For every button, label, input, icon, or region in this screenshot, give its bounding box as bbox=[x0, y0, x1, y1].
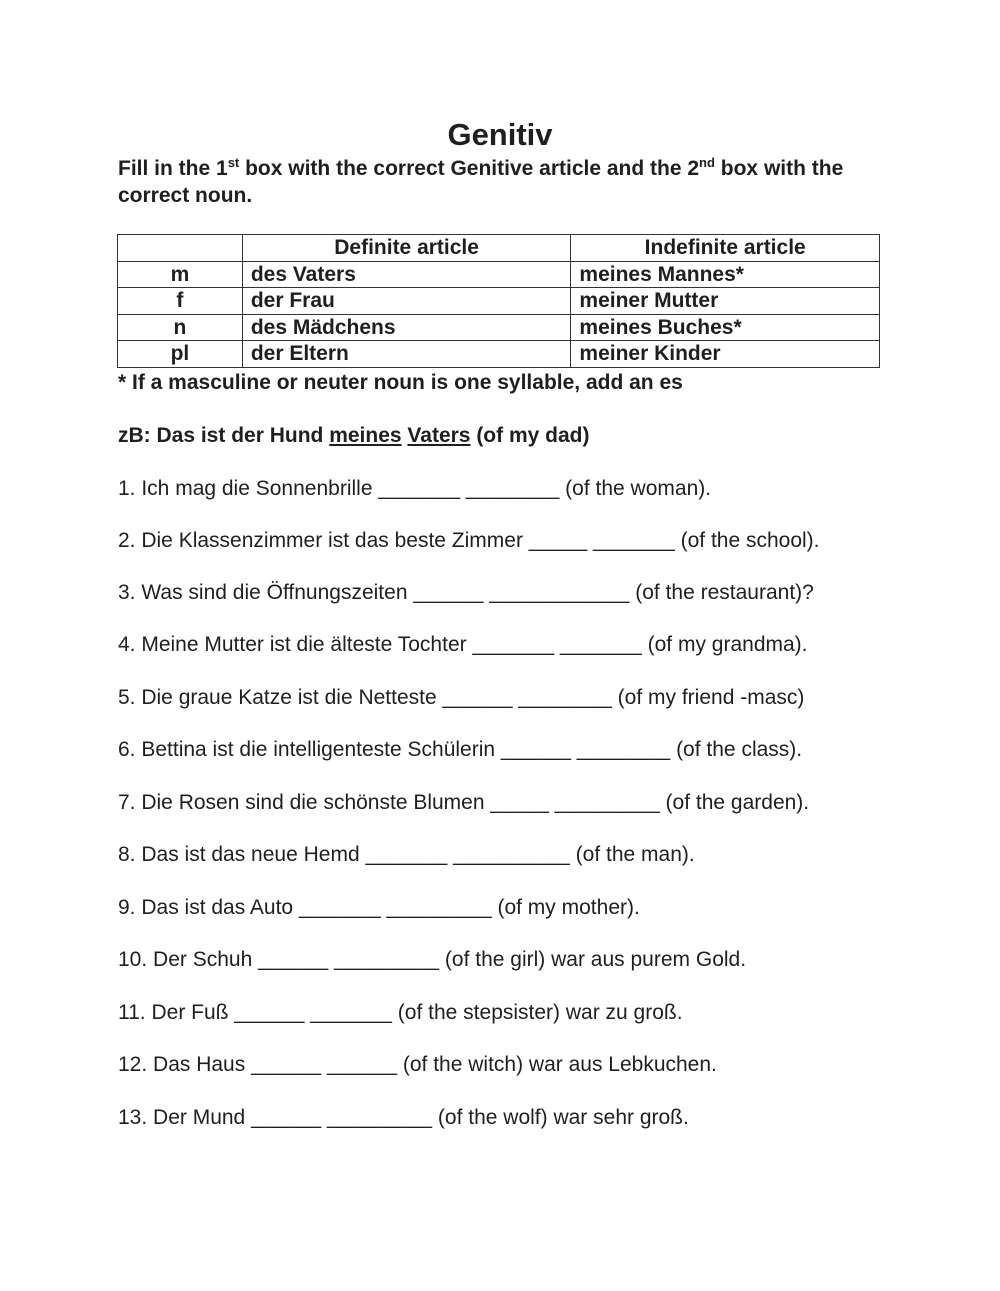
table-header-row bbox=[118, 235, 880, 262]
instructions bbox=[118, 155, 898, 209]
definite-cell: der Eltern bbox=[242, 341, 571, 368]
exercise-item[interactable]: 12. Das Haus ______ ______ (of the witch) war aus Lebkuchen. bbox=[118, 1053, 717, 1076]
indefinite-cell: meiner Kinder bbox=[571, 341, 880, 368]
table-header-cell: Indefinite article bbox=[571, 235, 880, 262]
definite-cell: des Vaters bbox=[242, 261, 571, 288]
exercise-item[interactable]: 13. Der Mund ______ _________ (of the wolf) war sehr groß. bbox=[118, 1106, 689, 1129]
instructions-sup2: nd bbox=[699, 155, 715, 170]
example-suffix: (of my dad) bbox=[470, 424, 590, 447]
instructions-part2: box with the correct Genitive article and the 2 bbox=[239, 157, 700, 180]
indefinite-cell: meines Buches* bbox=[571, 314, 880, 341]
gender-cell: n bbox=[118, 314, 243, 341]
exercise-item[interactable]: 3. Was sind die Öffnungszeiten ______ ____________ (of the restaurant)? bbox=[118, 581, 814, 604]
genitive-article-table bbox=[117, 234, 880, 368]
example-noun: Vaters bbox=[407, 424, 471, 447]
table-row bbox=[118, 341, 880, 368]
table-header-cell: Definite article bbox=[242, 235, 571, 262]
example-article: meines bbox=[329, 424, 402, 447]
exercise-item[interactable]: 5. Die graue Katze ist die Netteste ______ ________ (of my friend -masc) bbox=[118, 686, 805, 709]
exercise-item[interactable]: 6. Bettina ist die intelligenteste Schülerin ______ ________ (of the class). bbox=[118, 738, 803, 761]
definite-cell: des Mädchens bbox=[242, 314, 571, 341]
example-prefix: zB: Das ist der Hund bbox=[118, 424, 330, 447]
exercise-item[interactable]: 2. Die Klassenzimmer ist das beste Zimmer _____ _______ (of the school). bbox=[118, 529, 820, 552]
instructions-part3: box with the correct noun. bbox=[118, 157, 844, 207]
exercise-item[interactable]: 11. Der Fuß ______ _______ (of the stepsister) war zu groß. bbox=[118, 1001, 683, 1024]
table-row bbox=[118, 261, 880, 288]
table-header-cell bbox=[118, 235, 243, 262]
exercise-item[interactable]: 10. Der Schuh ______ _________ (of the girl) war aus purem Gold. bbox=[118, 948, 747, 971]
indefinite-cell: meiner Mutter bbox=[571, 288, 880, 315]
exercise-item[interactable]: 9. Das ist das Auto _______ _________ (of my mother). bbox=[118, 896, 640, 919]
exercise-item[interactable]: 8. Das ist das neue Hemd _______ __________ (of the man). bbox=[118, 843, 695, 866]
gender-cell: f bbox=[118, 288, 243, 315]
indefinite-cell: meines Mannes* bbox=[571, 261, 880, 288]
table-row bbox=[118, 288, 880, 315]
instructions-sup1: st bbox=[227, 155, 240, 170]
gender-cell: m bbox=[118, 261, 243, 288]
exercise-item[interactable]: 4. Meine Mutter ist die älteste Tochter _______ _______ (of my grandma). bbox=[118, 633, 808, 656]
syllable-note: * If a masculine or neuter noun is one syllable, add an es bbox=[118, 371, 683, 394]
page-title: Genitiv bbox=[447, 117, 553, 152]
gender-cell: pl bbox=[118, 341, 243, 368]
example-sentence bbox=[118, 423, 589, 449]
instructions-part1: Fill in the 1 bbox=[118, 157, 228, 180]
exercise-item[interactable]: 7. Die Rosen sind die schönste Blumen _____ _________ (of the garden). bbox=[118, 791, 810, 814]
table-row bbox=[118, 314, 880, 341]
definite-cell: der Frau bbox=[242, 288, 571, 315]
exercise-item[interactable]: 1. Ich mag die Sonnenbrille _______ ________ (of the woman). bbox=[118, 477, 712, 500]
